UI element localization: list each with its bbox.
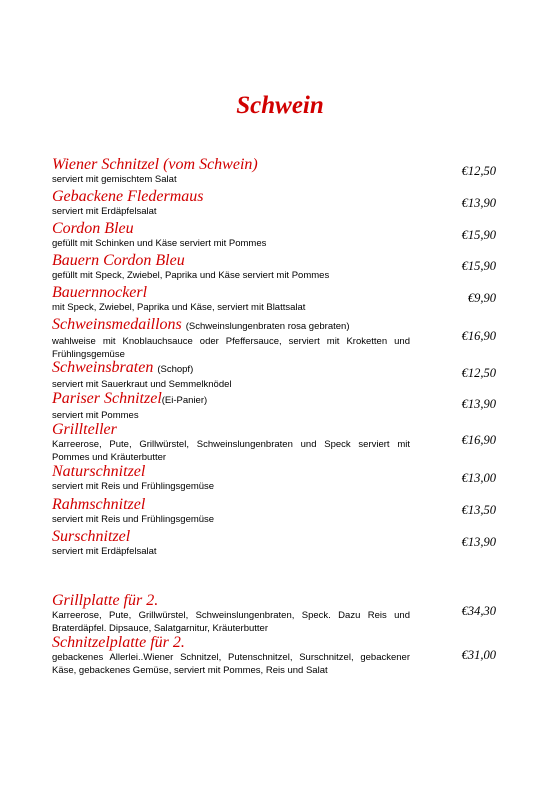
- item-name: Bauernnockerl: [52, 284, 148, 301]
- item-price: €13,90: [461, 196, 496, 210]
- item-name: Cordon Bleu: [52, 220, 134, 237]
- item-description: Karreerose, Pute, Grillwürstel, Schweinslungenbraten und Speck serviert mit Pommes und Kräuterbutter: [52, 439, 410, 463]
- item-note: (Ei-Panier): [161, 395, 208, 406]
- item-description: gebackenes Allerlei..Wiener Schnitzel, Putenschnitzel, Surschnitzel, gebackener Käse, gebackenes Gemüse, serviert mit Pommes, Reis und Salat: [52, 652, 410, 676]
- item-price: €13,50: [461, 503, 496, 517]
- item-price: €13,90: [461, 535, 496, 549]
- item-price: €34,30: [461, 604, 496, 618]
- item-price: €16,90: [461, 433, 496, 447]
- item-name: Rahmschnitzel: [52, 496, 146, 513]
- item-description: serviert mit Sauerkraut und Semmelknödel: [52, 379, 232, 390]
- item-name: Naturschnitzel: [52, 463, 146, 480]
- item-description: serviert mit gemischtem Salat: [52, 174, 177, 185]
- item-description: gefüllt mit Schinken und Käse serviert mit Pommes: [52, 238, 267, 249]
- item-name: Schnitzelplatte für 2.: [52, 634, 185, 651]
- item-price: €12,50: [461, 164, 496, 178]
- item-name: Wiener Schnitzel (vom Schwein): [52, 156, 258, 173]
- item-description: Karreerose, Pute, Grillwürstel, Schweinslungenbraten, Speck. Dazu Reis und Braterdäpfel. Dipsauce, Salatgarnitur, Kräuterbutter: [52, 610, 410, 634]
- item-price: €31,00: [461, 648, 496, 662]
- item-description: serviert mit Pommes: [52, 410, 139, 421]
- item-description: gefüllt mit Speck, Zwiebel, Paprika und Käse serviert mit Pommes: [52, 270, 330, 281]
- item-description: wahlweise mit Knoblauchsauce oder Pfeffersauce, serviert mit Kroketten und Frühlingsgemüse: [52, 336, 410, 360]
- item-name-text: Pariser Schnitzel: [52, 390, 162, 407]
- item-description: serviert mit Erdäpfelsalat: [52, 206, 157, 217]
- item-name: Grillteller: [52, 421, 117, 438]
- item-description: serviert mit Erdäpfelsalat: [52, 546, 157, 557]
- item-note: (Schopf): [157, 364, 194, 375]
- item-description: serviert mit Reis und Frühlingsgemüse: [52, 514, 215, 525]
- page-title: Schwein: [236, 92, 324, 119]
- item-price: €15,90: [461, 228, 496, 242]
- item-price: €15,90: [461, 259, 496, 273]
- item-name: Grillplatte für 2.: [52, 592, 159, 609]
- item-name-text: Schweinsmedaillons: [52, 316, 182, 333]
- item-price: €13,90: [461, 397, 496, 411]
- item-name: Gebackene Fledermaus: [52, 188, 204, 205]
- item-name-text: Schweinsbraten: [52, 359, 154, 376]
- item-price: €16,90: [461, 329, 496, 343]
- item-description: serviert mit Reis und Frühlingsgemüse: [52, 481, 215, 492]
- item-description: mit Speck, Zwiebel, Paprika und Käse, serviert mit Blattsalat: [52, 302, 306, 313]
- item-note: (Schweinslungenbraten rosa gebraten): [185, 321, 350, 332]
- item-price: €9,90: [467, 291, 496, 305]
- item-price: €12,50: [461, 366, 496, 380]
- item-price: €13,00: [461, 471, 496, 485]
- item-name: Surschnitzel: [52, 528, 131, 545]
- item-name: Bauern Cordon Bleu: [52, 252, 185, 269]
